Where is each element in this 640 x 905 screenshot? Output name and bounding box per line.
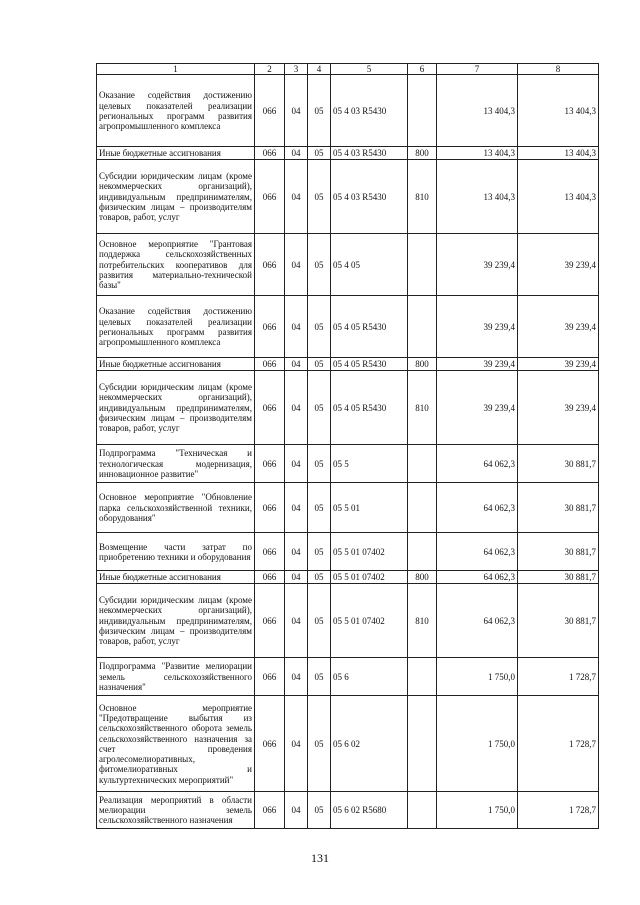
actual-amount: 1 728,7 xyxy=(518,658,599,696)
subsection-code: 05 xyxy=(308,75,331,147)
subsection-code: 05 xyxy=(308,658,331,696)
planned-amount: 64 062,3 xyxy=(437,584,518,658)
table-row xyxy=(97,533,599,571)
column-number: 4 xyxy=(308,64,331,75)
section-code: 04 xyxy=(285,483,308,533)
table-row xyxy=(97,792,599,829)
table-row xyxy=(97,483,599,533)
section-code: 04 xyxy=(285,75,308,147)
item-name: Иные бюджетные ассигнования xyxy=(97,147,255,160)
table-row xyxy=(97,571,599,584)
section-code: 04 xyxy=(285,571,308,584)
expense-type-code xyxy=(408,296,437,358)
ministry-code: 066 xyxy=(255,371,285,445)
ministry-code: 066 xyxy=(255,160,285,234)
planned-amount: 64 062,3 xyxy=(437,571,518,584)
section-code: 04 xyxy=(285,445,308,483)
table-row xyxy=(97,658,599,696)
table-row xyxy=(97,160,599,234)
subsection-code: 05 xyxy=(308,147,331,160)
actual-amount: 39 239,4 xyxy=(518,371,599,445)
item-name: Субсидии юридическим лицам (кроме некоммерческих организаций), индивидуальным предпринимателям, физическим лицам – производителям товаров, работ, услуг xyxy=(97,371,255,445)
column-number: 7 xyxy=(437,64,518,75)
expense-type-code xyxy=(408,234,437,296)
expense-type-code: 800 xyxy=(408,147,437,160)
ministry-code: 066 xyxy=(255,358,285,371)
planned-amount: 64 062,3 xyxy=(437,483,518,533)
item-name: Субсидии юридическим лицам (кроме некоммерческих организаций), индивидуальным предпринимателям, физическим лицам – производителям товаров, работ, услуг xyxy=(97,584,255,658)
subsection-code: 05 xyxy=(308,296,331,358)
table-row xyxy=(97,696,599,792)
planned-amount: 13 404,3 xyxy=(437,160,518,234)
expense-type-code: 810 xyxy=(408,584,437,658)
subsection-code: 05 xyxy=(308,483,331,533)
subsection-code: 05 xyxy=(308,533,331,571)
actual-amount: 39 239,4 xyxy=(518,358,599,371)
target-article-code: 05 5 01 07402 xyxy=(331,533,408,571)
ministry-code: 066 xyxy=(255,445,285,483)
section-code: 04 xyxy=(285,358,308,371)
expense-type-code: 800 xyxy=(408,358,437,371)
actual-amount: 30 881,7 xyxy=(518,533,599,571)
ministry-code: 066 xyxy=(255,483,285,533)
expense-type-code: 810 xyxy=(408,371,437,445)
ministry-code: 066 xyxy=(255,234,285,296)
table-row xyxy=(97,371,599,445)
planned-amount: 64 062,3 xyxy=(437,445,518,483)
subsection-code: 05 xyxy=(308,445,331,483)
ministry-code: 066 xyxy=(255,571,285,584)
item-name: Реализация мероприятий в области мелиорации земель сельскохозяйственного назначения xyxy=(97,792,255,829)
target-article-code: 05 4 03 R5430 xyxy=(331,160,408,234)
section-code: 04 xyxy=(285,533,308,571)
planned-amount: 39 239,4 xyxy=(437,296,518,358)
column-number: 5 xyxy=(331,64,408,75)
expense-type-code xyxy=(408,696,437,792)
target-article-code: 05 4 05 R5430 xyxy=(331,296,408,358)
budget-table xyxy=(96,63,599,829)
item-name: Субсидии юридическим лицам (кроме некоммерческих организаций), индивидуальным предпринимателям, физическим лицам – производителям товаров, работ, услуг xyxy=(97,160,255,234)
actual-amount: 1 728,7 xyxy=(518,696,599,792)
planned-amount: 13 404,3 xyxy=(437,75,518,147)
column-number: 1 xyxy=(97,64,255,75)
table-row xyxy=(97,234,599,296)
ministry-code: 066 xyxy=(255,658,285,696)
ministry-code: 066 xyxy=(255,147,285,160)
target-article-code: 05 4 03 R5430 xyxy=(331,75,408,147)
ministry-code: 066 xyxy=(255,696,285,792)
item-name: Иные бюджетные ассигнования xyxy=(97,358,255,371)
target-article-code: 05 4 05 R5430 xyxy=(331,358,408,371)
target-article-code: 05 6 02 xyxy=(331,696,408,792)
item-name: Оказание содействия достижению целевых показателей реализации региональных программ развития агропромышленного комплекса xyxy=(97,75,255,147)
planned-amount: 64 062,3 xyxy=(437,533,518,571)
section-code: 04 xyxy=(285,160,308,234)
section-code: 04 xyxy=(285,584,308,658)
column-number: 3 xyxy=(285,64,308,75)
subsection-code: 05 xyxy=(308,358,331,371)
table-row xyxy=(97,296,599,358)
table-row xyxy=(97,445,599,483)
item-name: Основное мероприятие "Предотвращение выбытия из сельскохозяйственного оборота земель сельскохозяйственного назначения за счет проведения агролесомелиоративных, фитомелиоративных и культуртехнических мероприятий" xyxy=(97,696,255,792)
subsection-code: 05 xyxy=(308,234,331,296)
target-article-code: 05 4 05 R5430 xyxy=(331,371,408,445)
column-number: 2 xyxy=(255,64,285,75)
section-code: 04 xyxy=(285,371,308,445)
item-name: Оказание содействия достижению целевых показателей реализации региональных программ развития агропромышленного комплекса xyxy=(97,296,255,358)
section-code: 04 xyxy=(285,658,308,696)
planned-amount: 1 750,0 xyxy=(437,658,518,696)
expense-type-code xyxy=(408,792,437,829)
actual-amount: 13 404,3 xyxy=(518,160,599,234)
section-code: 04 xyxy=(285,792,308,829)
planned-amount: 39 239,4 xyxy=(437,371,518,445)
actual-amount: 1 728,7 xyxy=(518,792,599,829)
column-number-row xyxy=(97,64,599,75)
planned-amount: 1 750,0 xyxy=(437,792,518,829)
target-article-code: 05 6 xyxy=(331,658,408,696)
subsection-code: 05 xyxy=(308,696,331,792)
expense-type-code xyxy=(408,533,437,571)
page-number: 131 xyxy=(311,851,329,865)
actual-amount: 30 881,7 xyxy=(518,483,599,533)
planned-amount: 13 404,3 xyxy=(437,147,518,160)
item-name: Возмещение части затрат по приобретению техники и оборудования xyxy=(97,533,255,571)
target-article-code: 05 5 xyxy=(331,445,408,483)
item-name: Иные бюджетные ассигнования xyxy=(97,571,255,584)
subsection-code: 05 xyxy=(308,160,331,234)
expense-type-code xyxy=(408,445,437,483)
expense-type-code xyxy=(408,483,437,533)
column-number: 6 xyxy=(408,64,437,75)
expense-type-code: 800 xyxy=(408,571,437,584)
table-row xyxy=(97,584,599,658)
section-code: 04 xyxy=(285,296,308,358)
expense-type-code xyxy=(408,658,437,696)
target-article-code: 05 4 05 xyxy=(331,234,408,296)
section-code: 04 xyxy=(285,147,308,160)
column-number: 8 xyxy=(518,64,599,75)
target-article-code: 05 4 03 R5430 xyxy=(331,147,408,160)
ministry-code: 066 xyxy=(255,792,285,829)
target-article-code: 05 5 01 xyxy=(331,483,408,533)
actual-amount: 39 239,4 xyxy=(518,296,599,358)
actual-amount: 13 404,3 xyxy=(518,147,599,160)
expense-type-code: 810 xyxy=(408,160,437,234)
table-row xyxy=(97,75,599,147)
item-name: Подпрограмма "Развитие мелиорации земель сельскохозяйственного назначения" xyxy=(97,658,255,696)
table-row xyxy=(97,147,599,160)
ministry-code: 066 xyxy=(255,584,285,658)
section-code: 04 xyxy=(285,234,308,296)
planned-amount: 39 239,4 xyxy=(437,234,518,296)
item-name: Основное мероприятие "Грантовая поддержка сельскохозяйственных потребительских кооперативов для развития материально-технической базы" xyxy=(97,234,255,296)
actual-amount: 30 881,7 xyxy=(518,571,599,584)
actual-amount: 30 881,7 xyxy=(518,445,599,483)
section-code: 04 xyxy=(285,696,308,792)
item-name: Подпрограмма "Техническая и технологическая модернизация, инновационное развитие" xyxy=(97,445,255,483)
subsection-code: 05 xyxy=(308,792,331,829)
expense-type-code xyxy=(408,75,437,147)
subsection-code: 05 xyxy=(308,371,331,445)
ministry-code: 066 xyxy=(255,296,285,358)
actual-amount: 39 239,4 xyxy=(518,234,599,296)
subsection-code: 05 xyxy=(308,571,331,584)
actual-amount: 30 881,7 xyxy=(518,584,599,658)
target-article-code: 05 6 02 R5680 xyxy=(331,792,408,829)
ministry-code: 066 xyxy=(255,75,285,147)
subsection-code: 05 xyxy=(308,584,331,658)
table-row xyxy=(97,358,599,371)
target-article-code: 05 5 01 07402 xyxy=(331,584,408,658)
planned-amount: 1 750,0 xyxy=(437,696,518,792)
planned-amount: 39 239,4 xyxy=(437,358,518,371)
ministry-code: 066 xyxy=(255,533,285,571)
actual-amount: 13 404,3 xyxy=(518,75,599,147)
item-name: Основное мероприятие "Обновление парка сельскохозяйственной техники, оборудования" xyxy=(97,483,255,533)
target-article-code: 05 5 01 07402 xyxy=(331,571,408,584)
